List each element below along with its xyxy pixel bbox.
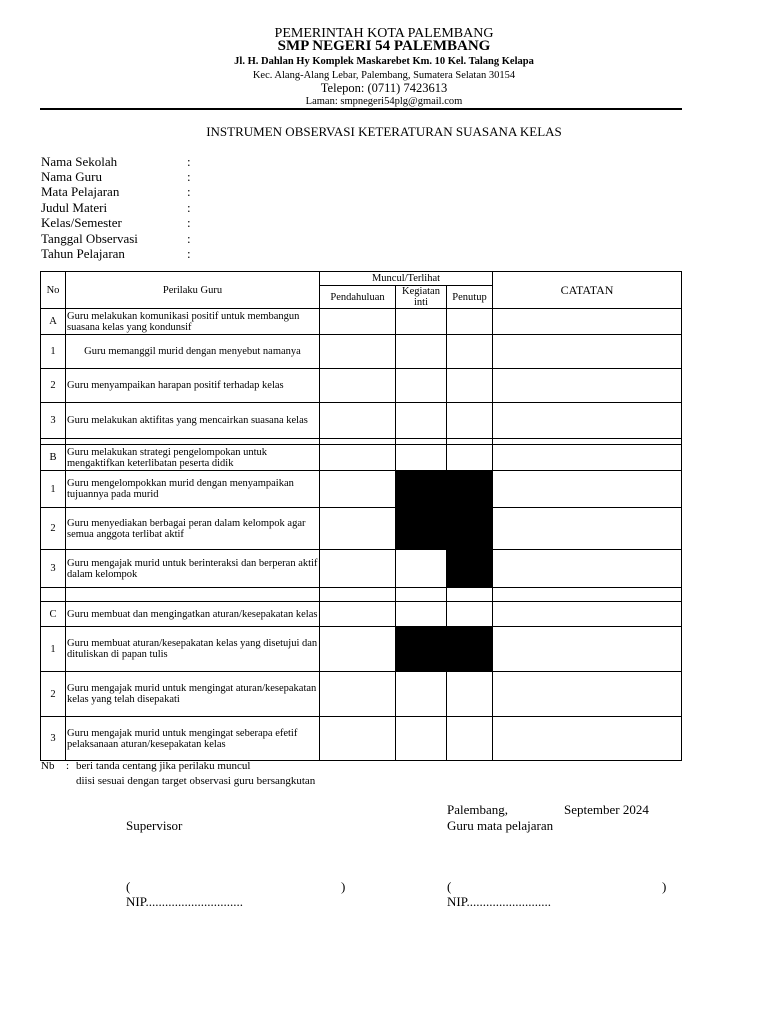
check-cell-kegiatan-inti[interactable] xyxy=(396,672,447,717)
notes-label: Nb xyxy=(41,760,55,772)
item-text: Guru mengelompokkan murid dengan menyampaikan tujuannya pada murid xyxy=(66,471,320,508)
supervisor-name-close: ) xyxy=(341,879,346,894)
check-cell-kegiatan-inti[interactable] xyxy=(396,369,447,403)
table-row xyxy=(41,403,682,439)
spacer-cell xyxy=(66,588,320,602)
item-no: 2 xyxy=(41,369,66,403)
item-text: Guru mengajak murid untuk berinteraksi dan berperan aktif dalam kelompok xyxy=(66,550,320,588)
colon: : xyxy=(187,154,191,169)
section-code: C xyxy=(41,602,66,627)
check-cell-pendahuluan[interactable] xyxy=(320,550,396,588)
notes-cell[interactable] xyxy=(493,471,682,508)
notes-cell[interactable] xyxy=(493,627,682,672)
section-title: Guru membuat dan mengingatkan aturan/kesepakatan kelas xyxy=(66,602,320,627)
teacher-role: Guru mata pelajaran xyxy=(447,818,554,833)
check-cell-pendahuluan[interactable] xyxy=(320,471,396,508)
table-row xyxy=(41,550,682,588)
notes-cell[interactable] xyxy=(493,550,682,588)
table-row xyxy=(41,672,682,717)
notes-colon: : xyxy=(66,760,70,772)
signature-place: Palembang, xyxy=(447,802,509,817)
teacher-name-close: ) xyxy=(662,879,667,894)
colon: : xyxy=(187,184,191,199)
item-no: 2 xyxy=(41,672,66,717)
check-cell-pendahuluan[interactable] xyxy=(320,672,396,717)
colon: : xyxy=(187,246,191,261)
check-cell-kegiatan-inti[interactable] xyxy=(396,309,447,335)
notes-cell[interactable] xyxy=(493,309,682,335)
item-text: Guru mengajak murid untuk mengingat seberapa efetif pelaksanaan aturan/kesepakatan kelas xyxy=(66,717,320,761)
check-cell-penutup[interactable] xyxy=(447,445,493,471)
phone: Telepon: (0711) 7423613 xyxy=(320,81,448,95)
table-row xyxy=(41,369,682,403)
notes-cell[interactable] xyxy=(493,335,682,369)
check-cell-kegiatan-inti[interactable] xyxy=(396,403,447,439)
item-text: Guru menyediakan berbagai peran dalam kelompok agar semua anggota terlibat aktif xyxy=(66,508,320,550)
check-cell-pendahuluan[interactable] xyxy=(320,335,396,369)
document-title: INSTRUMEN OBSERVASI KETERATURAN SUASANA KELAS xyxy=(206,124,562,139)
item-text: Guru memanggil murid dengan menyebut namanya xyxy=(66,335,320,369)
check-cell-kegiatan-inti[interactable] xyxy=(396,335,447,369)
colon: : xyxy=(187,200,191,215)
check-cell-pendahuluan[interactable] xyxy=(320,369,396,403)
check-cell-penutup[interactable] xyxy=(447,309,493,335)
table-row xyxy=(41,717,682,761)
supervisor-name-open: ( xyxy=(126,879,131,894)
spacer-cell xyxy=(493,588,682,602)
observation-table xyxy=(40,271,682,761)
blocked-cell-penutup xyxy=(447,508,493,550)
colon: : xyxy=(187,231,191,246)
check-cell-pendahuluan[interactable] xyxy=(320,717,396,761)
table-header-row xyxy=(41,272,682,286)
blocked-cell-penutup xyxy=(447,550,493,588)
signature-date: September 2024 xyxy=(564,802,649,817)
table-row xyxy=(41,335,682,369)
label-judul-materi: Judul Materi xyxy=(41,200,108,215)
blocked-cell-kegiatan-inti xyxy=(396,627,447,672)
item-no: 3 xyxy=(41,550,66,588)
label-mata-pelajaran: Mata Pelajaran xyxy=(41,184,120,199)
label-kelas-semester: Kelas/Semester xyxy=(41,215,122,230)
item-text: Guru mengajak murid untuk mengingat aturan/kesepakatan kelas yang telah disepakati xyxy=(66,672,320,717)
blocked-cell-penutup xyxy=(447,627,493,672)
header-observed-group: Muncul/Terlihat xyxy=(320,272,493,286)
email: Laman: smpnegeri54plg@gmail.com xyxy=(305,96,463,107)
teacher-name-open: ( xyxy=(447,879,452,894)
section-row-a xyxy=(41,309,682,335)
notes-cell[interactable] xyxy=(493,445,682,471)
item-no: 1 xyxy=(41,471,66,508)
spacer-cell xyxy=(320,588,396,602)
notes-cell[interactable] xyxy=(493,602,682,627)
colon: : xyxy=(187,215,191,230)
table-row xyxy=(41,508,682,550)
check-cell-penutup[interactable] xyxy=(447,717,493,761)
address-line-2: Kec. Alang-Alang Lebar, Palembang, Sumatera Selatan 30154 xyxy=(252,70,516,81)
label-nama-sekolah: Nama Sekolah xyxy=(41,154,118,169)
check-cell-pendahuluan[interactable] xyxy=(320,508,396,550)
supervisor-nip: NIP.............................. xyxy=(126,894,244,909)
notes-cell[interactable] xyxy=(493,717,682,761)
section-code: B xyxy=(41,445,66,471)
check-cell-pendahuluan[interactable] xyxy=(320,445,396,471)
blocked-cell-kegiatan-inti xyxy=(396,508,447,550)
check-cell-kegiatan-inti[interactable] xyxy=(396,602,447,627)
section-title: Guru melakukan strategi pengelompokan untuk mengaktifkan keterlibatan peserta didik xyxy=(66,445,320,471)
supervisor-role: Supervisor xyxy=(126,818,183,833)
label-nama-guru: Nama Guru xyxy=(41,169,103,184)
item-text: Guru membuat aturan/kesepakatan kelas yang disetujui dan dituliskan di papan tulis xyxy=(66,627,320,672)
gov-name: PEMERINTAH KOTA PALEMBANG xyxy=(274,26,494,41)
item-no: 1 xyxy=(41,335,66,369)
table-row xyxy=(41,627,682,672)
item-text: Guru melakukan aktifitas yang mencairkan suasana kelas xyxy=(66,403,320,439)
label-tanggal-observasi: Tanggal Observasi xyxy=(41,231,138,246)
check-cell-kegiatan-inti[interactable] xyxy=(396,717,447,761)
section-row-b xyxy=(41,445,682,471)
address-line-1: Jl. H. Dahlan Hy Komplek Maskarebet Km. 10 Kel. Talang Kelapa xyxy=(234,56,534,67)
check-cell-pendahuluan[interactable] xyxy=(320,627,396,672)
check-cell-pendahuluan[interactable] xyxy=(320,309,396,335)
spacer-cell xyxy=(447,588,493,602)
check-cell-penutup[interactable] xyxy=(447,672,493,717)
letterhead-divider xyxy=(40,108,682,110)
check-cell-kegiatan-inti[interactable] xyxy=(396,445,447,471)
item-no: 3 xyxy=(41,717,66,761)
section-title: Guru melakukan komunikasi positif untuk membangun suasana kelas yang kondunsif xyxy=(66,309,320,335)
blocked-cell-penutup xyxy=(447,471,493,508)
spacer-cell xyxy=(396,588,447,602)
spacer-cell xyxy=(41,588,66,602)
section-code: A xyxy=(41,309,66,335)
header-pendahuluan: Pendahuluan xyxy=(320,286,396,309)
notes-cell[interactable] xyxy=(493,403,682,439)
header-penutup: Penutup xyxy=(447,286,493,309)
item-no: 1 xyxy=(41,627,66,672)
check-cell-pendahuluan[interactable] xyxy=(320,403,396,439)
header-no: No xyxy=(41,272,66,309)
teacher-nip: NIP.......................... xyxy=(447,894,552,909)
item-no: 2 xyxy=(41,508,66,550)
check-cell-penutup[interactable] xyxy=(447,335,493,369)
item-no: 3 xyxy=(41,403,66,439)
check-cell-penutup[interactable] xyxy=(447,369,493,403)
section-row-c xyxy=(41,602,682,627)
header-behavior: Perilaku Guru xyxy=(66,272,320,309)
label-tahun-pelajaran: Tahun Pelajaran xyxy=(41,246,125,261)
spacer-row xyxy=(41,588,682,602)
item-text: Guru menyampaikan harapan positif terhadap kelas xyxy=(66,369,320,403)
table-row xyxy=(41,471,682,508)
check-cell-penutup[interactable] xyxy=(447,403,493,439)
header-notes: CATATAN xyxy=(493,272,682,309)
notes-line-1: beri tanda centang jika perilaku muncul xyxy=(76,760,251,772)
notes-cell[interactable] xyxy=(493,672,682,717)
notes-cell[interactable] xyxy=(493,508,682,550)
colon: : xyxy=(187,169,191,184)
notes-line-2: diisi sesuai dengan target observasi guru bersangkutan xyxy=(76,775,316,787)
check-cell-kegiatan-inti[interactable] xyxy=(396,550,447,588)
notes-cell[interactable] xyxy=(493,369,682,403)
school-name: SMP NEGERI 54 PALEMBANG xyxy=(277,38,491,54)
check-cell-penutup[interactable] xyxy=(447,602,493,627)
blocked-cell-kegiatan-inti xyxy=(396,471,447,508)
check-cell-pendahuluan[interactable] xyxy=(320,602,396,627)
header-kegiatan-inti: Kegiatan inti xyxy=(396,286,447,309)
